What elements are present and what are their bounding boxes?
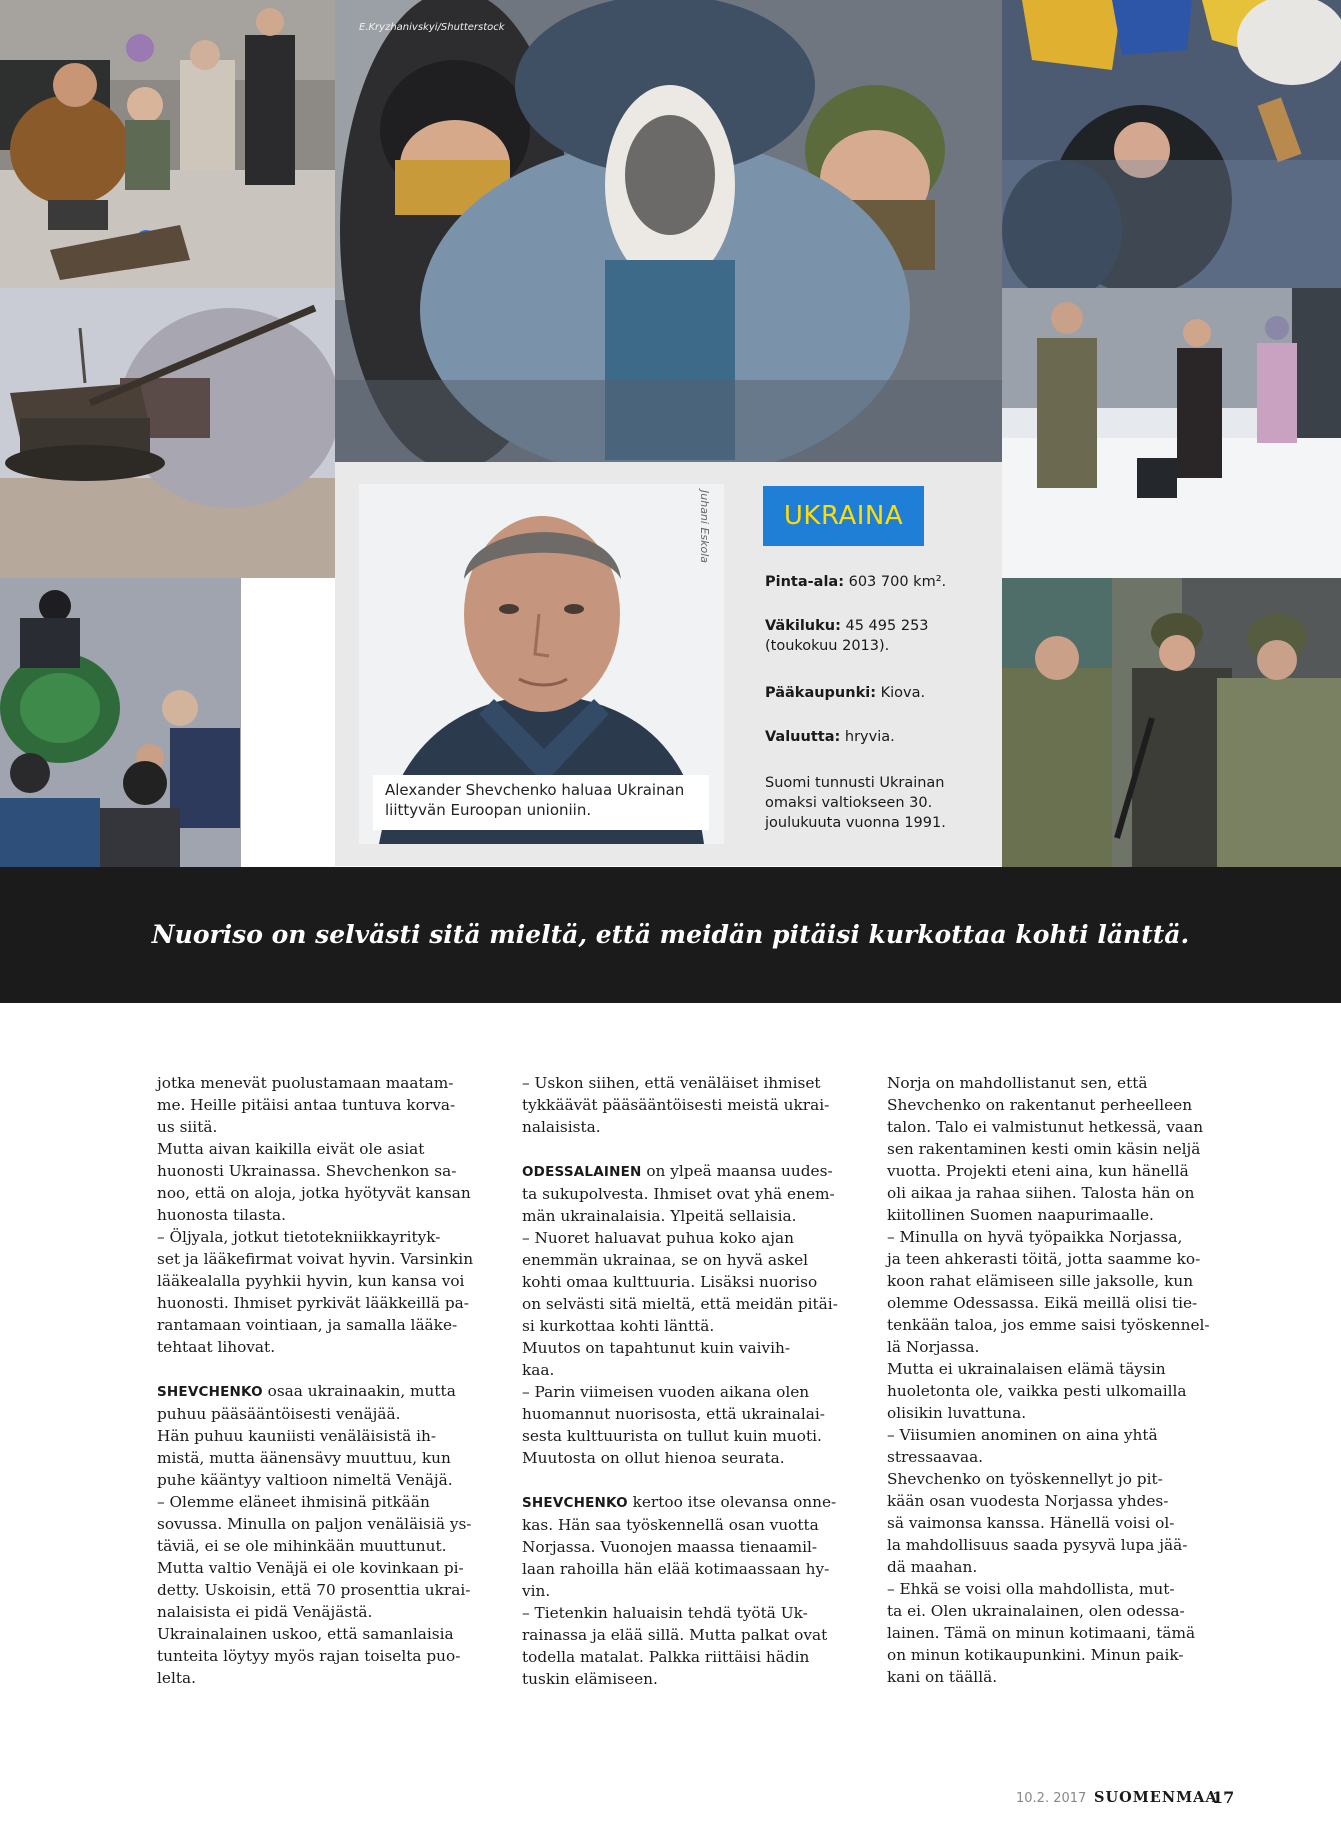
paragraph: ODESSALAINEN on ylpeä maansa uudes- ta sukupolvesta. Ihmiset ovat yhä enem- män ukrainalaisia. Ylpeitä sellaisia. – Nuoret haluavat puhua koko ajan enemmän ukrainaa, se on hyvä askel kohti omaa kulttuuria. Lisäksi nuoriso on selvästi sitä mieltä, että meidän pitäi- si kurkottaa kohti länttä. Muutos on tapahtunut kuin vaivih- kaa. – Parin viimeisen vuoden aikana olen huomannut nuorisosta, että ukrainalai- sesta kulttuurista on tullut kuin muoti. Muutosta on ollut hienoa seurata. bbox=[522, 1162, 838, 1467]
portrait-caption: Alexander Shevchenko haluaa Ukrainan liittyvän Euroopan unioniin. bbox=[373, 775, 709, 830]
lead-word: SHEVCHENKO bbox=[522, 1495, 628, 1511]
portrait-credit: Juhani Eskola bbox=[698, 490, 711, 564]
paragraph: jotka menevät puolustamaan maatam- me. Heille pitäisi antaa tuntuva korva- us siitä. Mutta aivan kaikilla eivät ole asiat huonosti Ukrainassa. Shevchenkon sa- noo, että on aloja, jotka hyötyvät kansan huonosta tilasta. – Öljyala, jotkut tietotekniikkayrityk- set ja lääkefirmat voivat hyvin. Varsinkin lääkealalla pyyhkii hyvin, kun kansa voi huonosti. Ihmiset pyrkivät lääkkeillä pa- rantamaan vointiaan, ja samalla lääke- tehtaat lihovat. bbox=[157, 1074, 474, 1356]
text-column-1 bbox=[157, 1072, 487, 1689]
fact-population: Väkiluku: 45 495 253 (toukokuu 2013). bbox=[765, 618, 929, 654]
text-column-2 bbox=[522, 1072, 852, 1690]
photo-soup-kitchen bbox=[0, 578, 241, 867]
photo-family-snow bbox=[0, 0, 335, 288]
photo-protesters-putin-mask bbox=[335, 0, 1002, 462]
country-badge: UKRAINA bbox=[763, 486, 924, 546]
paragraph: SHEVCHENKO osaa ukrainaakin, mutta puhuu pääsääntöisesti venäjää. Hän puhuu kauniisti venäläisistä ih- mistä, mutta äänensävy muuttuu, kun puhe kääntyy valtioon nimeltä Venäjä. – Olemme eläneet ihmisinä pitkään sovussa. Minulla on paljon venäläisiä ys- täviä, ei se ole mihinkään muuttunut. Mutta valtio Venäjä ei ole kovinkaan pi- detty. Uskoisin, että 70 prosenttia ukrai- nalaisista ei pidä Venäjästä. Ukrainalainen uskoo, että samanlaisia tunteita löytyy myös rajan toiselta puo- lelta. bbox=[157, 1382, 472, 1687]
fact-area: Pinta-ala: 603 700 km². bbox=[765, 574, 947, 590]
photo-soldiers-camo bbox=[1002, 578, 1341, 867]
pull-quote: Nuoriso on selvästi sitä mieltä, että meidän pitäisi kurkottaa kohti länttä. bbox=[151, 920, 1190, 949]
magazine-name: SUOMENMAA bbox=[1094, 1789, 1218, 1806]
fact-capital: Pääkaupunki: Kiova. bbox=[765, 685, 926, 701]
issue-date: 10.2. 2017 bbox=[1016, 1791, 1087, 1806]
photo-refugees-snow bbox=[1002, 288, 1341, 578]
text-column-3 bbox=[887, 1072, 1217, 1688]
fact-recognition: Suomi tunnusti Ukrainan omaksi valtiokseen 30. joulukuuta vuonna 1991. bbox=[765, 775, 946, 831]
paragraph: SHEVCHENKO kertoo itse olevansa onne- kas. Hän saa työskennellä osan vuotta Norjassa. Vuonojen maassa tienaamil- laan rahoilla hän elää kotimaassaan hy- vin. – Tietenkin haluaisin tehdä työtä Uk- rainassa ja elää sillä. Mutta palkat ovat todella matalat. Palkka riittäisi hädin tuskin elämiseen. bbox=[522, 1493, 837, 1688]
page-number: 17 bbox=[1212, 1788, 1235, 1807]
fact-currency: Valuutta: hryvia. bbox=[765, 729, 895, 745]
photo-credit-top: E.Kryzhanivskyi/Shutterstock bbox=[359, 22, 505, 33]
photo-flags-flare bbox=[1002, 0, 1341, 288]
photo-tank-frost bbox=[0, 288, 335, 578]
paragraph: Norja on mahdollistanut sen, että Shevchenko on rakentanut perheelleen talon. Talo ei valmistunut hetkessä, vaan sen rakentaminen kesti omin käsin neljä vuotta. Projekti eteni aina, kun hänellä oli aikaa ja rahaa siihen. Talosta hän on kiitollinen Suomen naapurimaalle. – Minulla on hyvä työpaikka Norjassa, ja teen ahkerasti töitä, jotta saamme ko- koon rahat elämiseen sille jaksolle, kun olemme Odessassa. Eikä meillä olisi tie- tenkään taloa, jos emme saisi työskennel- lä Norjassa. Mutta ei ukrainalaisen elämä täysin huoletonta ole, vaikka pesti ulkomailla olisikin luvattuna. – Viisumien anominen on aina yhtä stressaavaa. Shevchenko on työskennellyt jo pit- kään osan vuodesta Norjassa yhdes- sä vaimonsa kanssa. Hänellä voisi ol- la mahdollisuus saada pysyvä lupa jää- dä maahan. – Ehkä se voisi olla mahdollista, mut- ta ei. Olen ukrainalainen, olen odessa- lainen. Tämä on minun kotimaani, tämä on minun kotikaupunkini. Minun paik- kani on täällä. bbox=[887, 1074, 1210, 1686]
lead-word: SHEVCHENKO bbox=[157, 1384, 263, 1400]
lead-word: ODESSALAINEN bbox=[522, 1164, 642, 1180]
paragraph: – Uskon siihen, että venäläiset ihmiset tykkäävät pääsääntöisesti meistä ukrai- nalaisista. bbox=[522, 1074, 830, 1136]
